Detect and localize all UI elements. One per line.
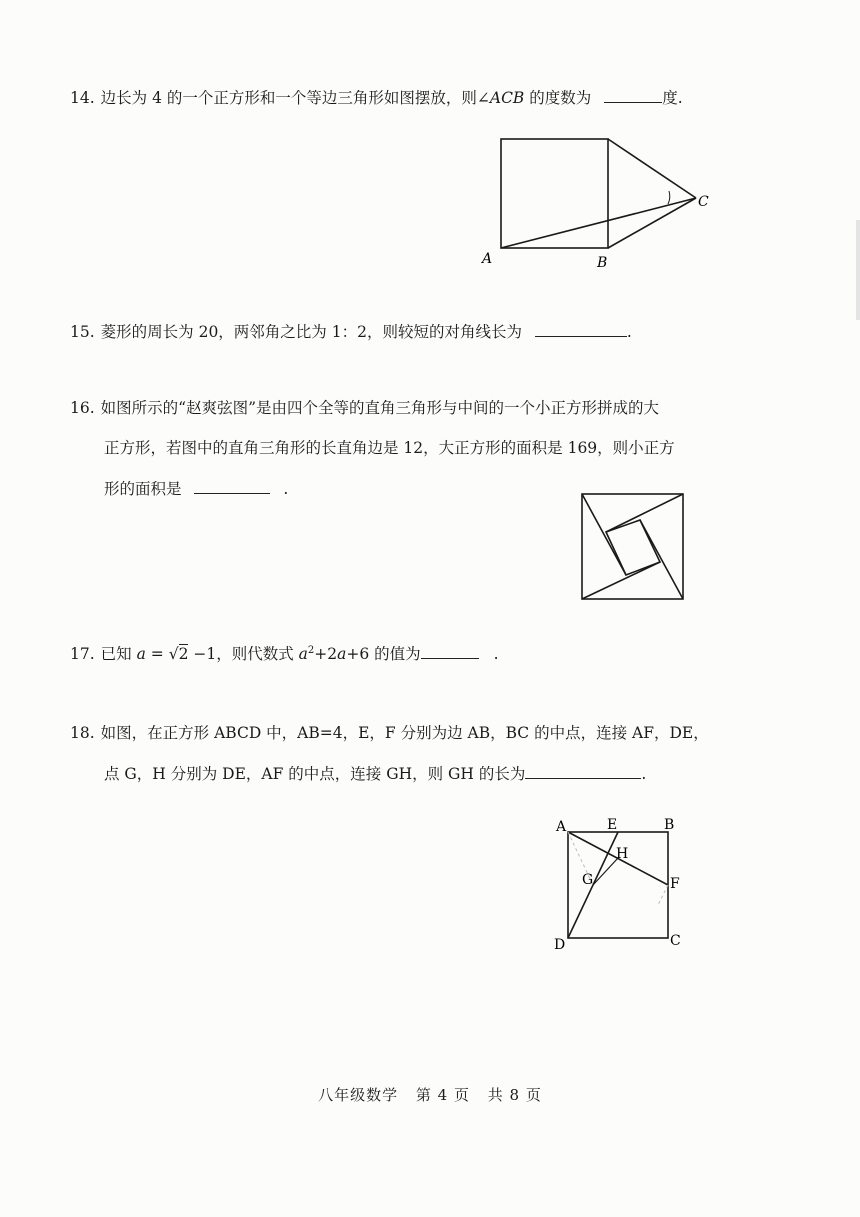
label-b: B: [664, 817, 675, 833]
variable-a: a: [136, 645, 146, 664]
helper-line-2: [658, 885, 668, 905]
triangle-edge-bottom: [608, 198, 696, 248]
label-e: E: [607, 817, 618, 833]
segment-ac: [501, 198, 696, 248]
page-edge-shadow: [856, 220, 860, 320]
page-footer: [0, 1084, 860, 1105]
question-text-2: 的度数为: [524, 89, 592, 107]
question-number: 14.: [70, 89, 95, 107]
end-period: .: [626, 323, 632, 341]
angle-variable: ACB: [489, 89, 525, 107]
triangle-line-1: [582, 494, 626, 575]
unit-text: 度.: [662, 89, 683, 107]
label-b: B: [597, 255, 608, 271]
question-16-line-2: [104, 437, 675, 459]
triangle-edge-top: [608, 139, 696, 198]
triangle-line-4: [582, 562, 660, 599]
label-a: A: [556, 819, 567, 835]
question-pre: 已知: [100, 645, 137, 664]
figure-14: [470, 125, 730, 275]
big-square: [582, 494, 683, 599]
question-14: [70, 86, 683, 109]
answer-blank[interactable]: [194, 477, 270, 494]
footer-page: 第 4 页: [415, 1086, 470, 1104]
question-line-3: 形的面积是: [104, 480, 182, 498]
question-number: 16.: [70, 399, 95, 417]
label-c: C: [670, 933, 681, 949]
label-f: F: [670, 876, 680, 892]
question-number: 15.: [70, 323, 95, 341]
equals: =: [145, 645, 169, 664]
figure-18-square-abcd: [548, 810, 688, 955]
question-15: [70, 320, 632, 343]
answer-blank[interactable]: [535, 320, 627, 337]
exponent: 2: [307, 645, 315, 656]
expr-rest: +2: [314, 645, 338, 664]
label-h: H: [616, 846, 629, 862]
triangle-line-2: [606, 494, 683, 532]
question-line-1: 如图，在正方形 ABCD 中，AB=4，E，F 分别为边 AB，BC 的中点，连接 AF，DE，: [100, 724, 709, 742]
angle-mark: [668, 191, 670, 204]
label-g: G: [582, 872, 594, 888]
label-a: A: [482, 251, 493, 267]
question-number: 17.: [70, 645, 95, 664]
expr-a: a: [298, 645, 308, 664]
figure-16-zhaoshuang: [578, 490, 688, 605]
question-16: [70, 397, 659, 419]
segment-gh: [593, 858, 618, 885]
label-d: D: [554, 937, 566, 953]
question-line-2: 点 G，H 分别为 DE，AF 的中点，连接 GH，则 GH 的长为: [104, 765, 526, 783]
answer-blank[interactable]: [421, 642, 479, 659]
end-period: .: [641, 765, 647, 783]
minus-text: −1，则代数式: [188, 645, 299, 664]
question-18-line-2: [104, 762, 646, 785]
square-shape: [501, 139, 608, 248]
sqrt-expression: [169, 643, 189, 665]
expr-end: +6 的值为: [346, 645, 421, 664]
radicand: 2: [178, 645, 189, 664]
answer-blank[interactable]: [604, 86, 662, 103]
expr-a-2: a: [337, 645, 347, 664]
sqrt-icon: √: [168, 645, 179, 664]
question-17: [70, 640, 499, 665]
footer-total: 共 8 页: [487, 1086, 542, 1104]
label-c: C: [698, 194, 709, 210]
answer-blank[interactable]: [525, 762, 641, 779]
end-period: .: [493, 645, 499, 664]
question-line-2: 正方形，若图中的直角三角形的长直角边是 12，大正方形的面积是 169，则小正方: [104, 439, 675, 457]
question-line-1: 如图所示的“赵爽弦图”是由四个全等的直角三角形与中间的一个小正方形拼成的大: [100, 399, 660, 417]
end-period: .: [283, 480, 289, 498]
question-number: 18.: [70, 724, 95, 742]
question-18: [70, 722, 709, 744]
question-16-line-3: [104, 477, 288, 500]
question-text: 菱形的周长为 20，两邻角之比为 1：2，则较短的对角线长为: [100, 323, 522, 341]
footer-subject: 八年级数学: [318, 1086, 399, 1104]
question-text: 边长为 4 的一个正方形和一个等边三角形如图摆放，则∠: [100, 89, 490, 107]
